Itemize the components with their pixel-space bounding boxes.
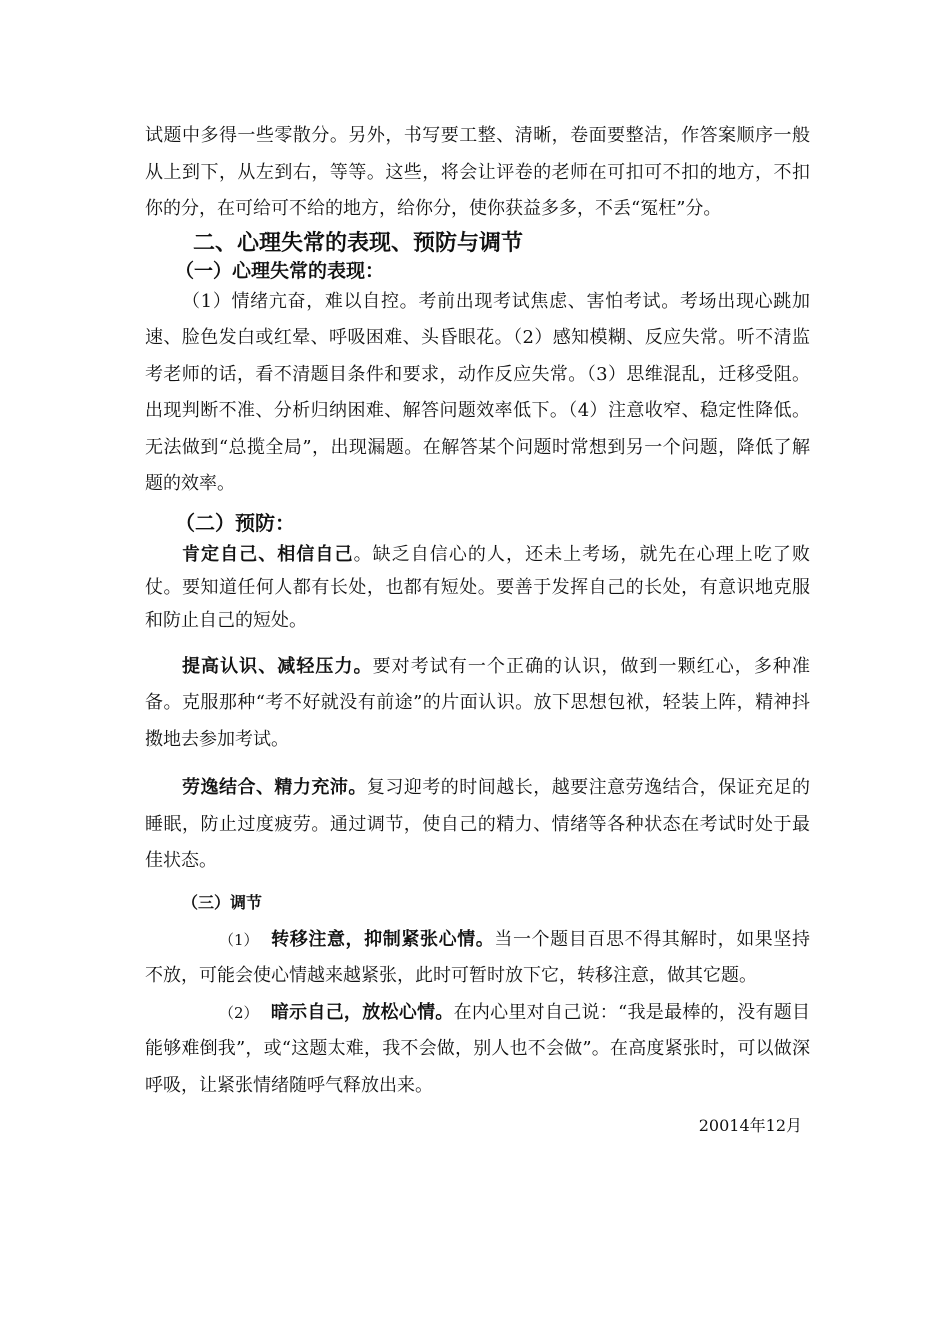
prevention-text: 复习迎考的时间越长，越要注意劳逸结合，保证充足的睡眠，防止过度疲劳。通过调节，使自己的精力、情绪等各种状态在考试时处于最佳状态。 bbox=[145, 777, 811, 871]
subsection-title-prevention: （二）预防： bbox=[175, 510, 295, 535]
prevention-paragraph bbox=[145, 538, 810, 637]
item-number: （1） bbox=[219, 930, 259, 949]
prevention-text: 。缺乏自信心的人，还未上考场，就先在心理上吃了败仗。要知道任何人都有长处，也都有短处。要善于发挥自己的长处，有意识地克服和防止自己的短处。 bbox=[145, 543, 810, 631]
document-date: 20014年12月 bbox=[698, 1116, 802, 1135]
regulation-heading: 转移注意，抑制紧张心情。 bbox=[270, 928, 495, 950]
subsection-title-symptoms: （一）心理失常的表现： bbox=[175, 259, 385, 282]
prevention-heading: 提高认识、减轻压力。 bbox=[182, 655, 373, 677]
regulation-paragraph bbox=[145, 922, 810, 995]
document-page bbox=[145, 118, 810, 1140]
intro-paragraph: 试题中多得一些零散分。另外，书写要工整、清晰，卷面要整洁，作答案顺序一般从上到下，从左到右，等等。这些，将会让评卷的老师在可扣可不扣的地方，不扣你的分，在可给可不给的地方，给你分，使你获益多多，不丢“冤枉”分。 bbox=[145, 125, 810, 219]
regulation-text: 在内心里对自己说：“我是最棒的，没有题目能够难倒我”，或“这题太难，我不会做，别人也不会做”。在高度紧张时，可以做深呼吸，让紧张情绪随呼气释放出来。 bbox=[145, 1001, 811, 1096]
prevention-text: 要对考试有一个正确的认识，做到一颗红心，多种准备。克服那种“考不好就没有前途”的片面认识。放下思想包袱，轻装上阵，精神抖擞地去参加考试。 bbox=[145, 655, 810, 750]
prevention-heading: 肯定自己、相信自己 bbox=[182, 543, 354, 565]
prevention-paragraph bbox=[145, 649, 810, 759]
item-number: （2） bbox=[219, 1003, 259, 1022]
prevention-paragraph bbox=[145, 770, 810, 880]
regulation-heading: 暗示自己，放松心情。 bbox=[270, 1001, 454, 1023]
subsection-title-regulation: （三）调节 bbox=[182, 892, 263, 912]
regulation-text: 当一个题目百思不得其解时，如果坚持不放，可能会使心情越来越紧张，此时可暂时放下它，转移注意，做其它题。 bbox=[145, 928, 811, 986]
regulation-paragraph bbox=[145, 995, 810, 1105]
prevention-heading: 劳逸结合、精力充沛。 bbox=[182, 777, 367, 798]
section-title: 二、心理失常的表现、预防与调节 bbox=[193, 230, 524, 256]
symptoms-paragraph: （1）情绪亢奋，难以自控。考前出现考试焦虑、害怕考试。考场出现心跳加速、脸色发白或红晕、呼吸困难、头昏眼花。（2）感知模糊、反应失常。听不清监考老师的话，看不清题目条件和要求，动作反应失常。（3）思维混乱，迁移受阻。出现判断不准、分析归纳困难、解答问题效率低下。（4）注意收窄、稳定性降低。无法做到“总揽全局”，出现漏题。在解答某个问题时常想到另一个问题，降低了解题的效率。 bbox=[145, 290, 810, 494]
